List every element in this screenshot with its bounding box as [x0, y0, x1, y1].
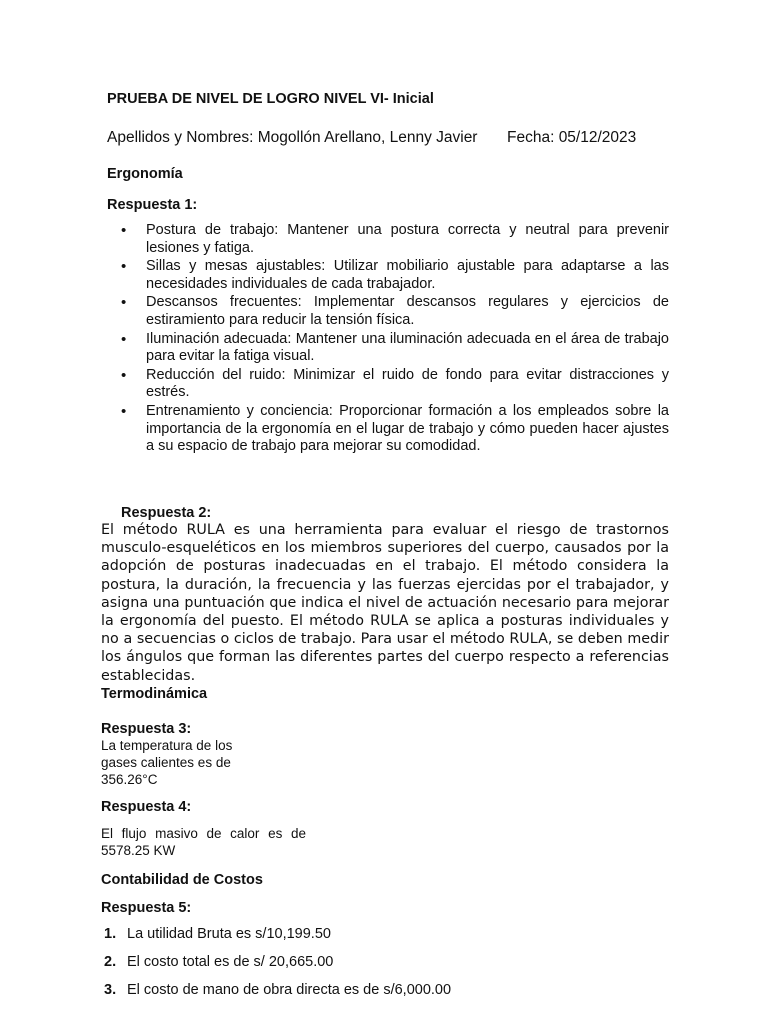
student-name: Apellidos y Nombres: Mogollón Arellano, Lenny Javier — [107, 129, 478, 146]
exam-date: Fecha: 05/12/2023 — [507, 129, 637, 146]
list-item: • Entrenamiento y conciencia: Proporcionar formación a los empleados sobre la importancia de la ergonomía en el lugar de trabajo y cómo pueden hacer ajustes a su espacio de trabajo para mejorar su comodidad. — [107, 403, 669, 456]
list-item: • Descansos frecuentes: Implementar descansos regulares y ejercicios de estiramiento para reducir la tensión física. — [107, 294, 669, 329]
list-item: • Iluminación adecuada: Mantener una iluminación adecuada en el área de trabajo para evitar la fatiga visual. — [107, 331, 669, 366]
list-item — [104, 954, 451, 982]
list-number: 1. — [104, 926, 117, 942]
answer-4-text: El flujo masivo de calor es de 5578.25 KW — [101, 826, 306, 858]
answer-3-text: La temperatura de los gases calientes es de 356.26°C — [101, 738, 233, 787]
list-item: • Sillas y mesas ajustables: Utilizar mobiliario ajustable para adaptarse a las necesidades individuales de cada trabajador. — [107, 258, 669, 293]
answer-4-heading: Respuesta 4: — [101, 799, 192, 815]
document-title: PRUEBA DE NIVEL DE LOGRO NIVEL VI- Inicial — [107, 91, 434, 107]
section-heading-termodinamica: Termodinámica — [101, 686, 208, 702]
answer-1-heading: Respuesta 1: — [107, 197, 198, 213]
list-item: • Reducción del ruido: Minimizar el ruido de fondo para evitar distracciones y estrés. — [107, 367, 669, 402]
list-number: 2. — [104, 954, 117, 970]
answer-2-heading: Respuesta 2: — [121, 505, 212, 521]
answer-3-heading: Respuesta 3: — [101, 721, 192, 737]
list-item — [104, 982, 451, 1010]
answer-5-list — [104, 926, 451, 1010]
list-item-text: El costo total es de s/ 20,665.00 — [127, 954, 334, 970]
list-item: • Postura de trabajo: Mantener una postura correcta y neutral para prevenir lesiones y fatiga. — [107, 222, 669, 257]
list-item — [104, 926, 451, 954]
answer-1-list — [107, 222, 669, 457]
answer-2-text: El método RULA es una herramienta para evaluar el riesgo de trastornos musculo-esqueléticos en los miembros superiores del cuerpo, causados por la adopción de posturas inadecuadas en el trabajo. El método considera la postura, la duración, la frecuencia y las fuerzas ejercidas por el trabajador, y asigna una puntuación que indica el nivel de actuación necesario para mejorar la ergonomía del puesto. El método RULA se aplica a posturas individuales y no a secuencias o ciclos de trabajo. Para usar el método RULA, se deben medir los ángulos que forman las diferentes partes del cuerpo respecto a referencias establecidas. — [101, 522, 669, 684]
list-number: 3. — [104, 982, 117, 998]
list-item-text: El costo de mano de obra directa es de s/6,000.00 — [127, 982, 452, 998]
section-heading-ergonomia: Ergonomía — [107, 166, 183, 182]
section-heading-costos: Contabilidad de Costos — [101, 872, 263, 888]
list-item-text: La utilidad Bruta es s/10,199.50 — [127, 926, 331, 942]
answer-5-heading: Respuesta 5: — [101, 900, 192, 916]
